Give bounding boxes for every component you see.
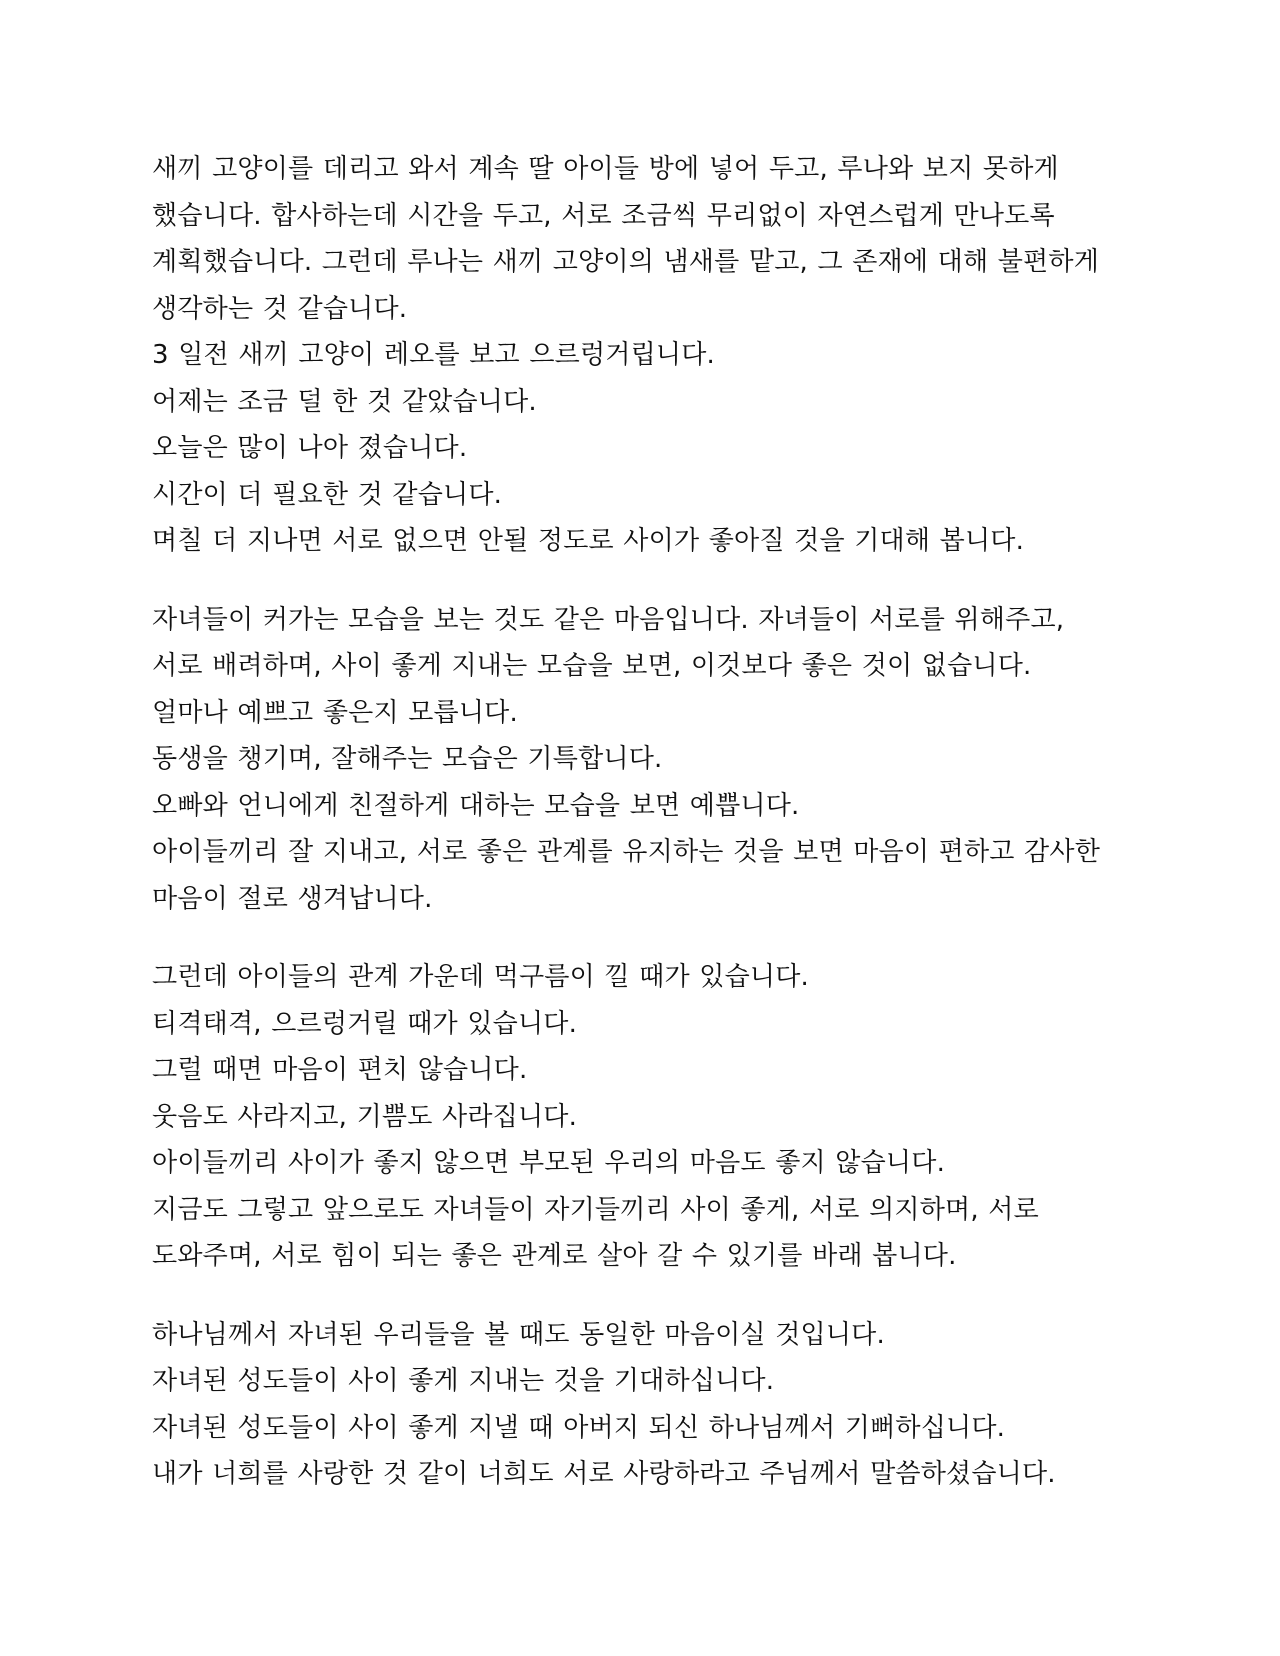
text-line: 그런데 아이들의 관계 가운데 먹구름이 낄 때가 있습니다. [152, 962, 809, 992]
text-line: 계획했습니다. 그런데 루나는 새끼 고양이의 냄새를 맡고, 그 존재에 대해 불편하게 [152, 247, 1100, 277]
text-line: 했습니다. 합사하는데 시간을 두고, 서로 조금씩 무리없이 자연스럽게 만나도록 [152, 200, 1055, 231]
text-line: 오빠와 언니에게 친절하게 대하는 모습을 보면 예쁩니다. [152, 790, 800, 821]
text-line: 자녀된 성도들이 사이 좋게 지낼 때 아버지 되신 하나님께서 기뻐하십니다. [152, 1412, 1006, 1443]
paragraph-1 [152, 146, 1132, 565]
text-line: 티격태격, 으르렁거릴 때가 있습니다. [152, 1008, 578, 1039]
paragraph-3 [152, 954, 1132, 1280]
text-line: 얼마나 예쁘고 좋은지 모릅니다. [152, 697, 518, 728]
text-line: 동생을 챙기며, 잘해주는 모습은 기특합니다. [152, 744, 663, 774]
text-line: 웃음도 사라지고, 기쁨도 사라집니다. [152, 1101, 578, 1132]
text-line: 시간이 더 필요한 것 같습니다. [152, 479, 503, 510]
text-line: 새끼 고양이를 데리고 와서 계속 딸 아이들 방에 넣어 두고, 루나와 보지 못하게 [152, 154, 1059, 184]
paragraph-4 [152, 1312, 1132, 1498]
text-line: 하나님께서 자녀된 우리들을 볼 때도 동일한 마음이실 것입니다. [152, 1319, 885, 1350]
text-line: 마음이 절로 생겨납니다. [152, 883, 433, 914]
text-line: 지금도 그렇고 앞으로도 자녀들이 자기들끼리 사이 좋게, 서로 의지하며, 서로 [152, 1194, 1039, 1225]
text-line: 오늘은 많이 나아 졌습니다. [152, 433, 468, 463]
text-line: 자녀된 성도들이 사이 좋게 지내는 것을 기대하십니다. [152, 1366, 775, 1396]
text-line: 며칠 더 지나면 서로 없으면 안될 정도로 사이가 좋아질 것을 기대해 봅니다. [152, 526, 1025, 556]
text-line: 내가 너희를 사랑한 것 같이 너희도 서로 사랑하라고 주님께서 말씀하셨습니다. [152, 1459, 1056, 1489]
paragraph-2 [152, 597, 1132, 923]
text-line: 생각하는 것 같습니다. [152, 293, 408, 324]
text-line: 아이들끼리 잘 지내고, 서로 좋은 관계를 유지하는 것을 보면 마음이 편하고 감사한 [152, 837, 1101, 867]
text-line: 자녀들이 커가는 모습을 보는 것도 같은 마음입니다. 자녀들이 서로를 위해주고, [152, 604, 1065, 635]
text-line: 어제는 조금 덜 한 것 같았습니다. [152, 386, 537, 417]
text-line: 아이들끼리 사이가 좋지 않으면 부모된 우리의 마음도 좋지 않습니다. [152, 1148, 946, 1178]
text-line: 도와주며, 서로 힘이 되는 좋은 관계로 살아 갈 수 있기를 바래 봅니다. [152, 1241, 957, 1271]
text-line: 그럴 때면 마음이 편치 않습니다. [152, 1055, 528, 1085]
text-line: 3 일전 새끼 고양이 레오를 보고 으르렁거립니다. [152, 340, 715, 370]
text-line: 서로 배려하며, 사이 좋게 지내는 모습을 보면, 이것보다 좋은 것이 없습니다. [152, 651, 1032, 681]
document-body [152, 146, 1132, 1530]
